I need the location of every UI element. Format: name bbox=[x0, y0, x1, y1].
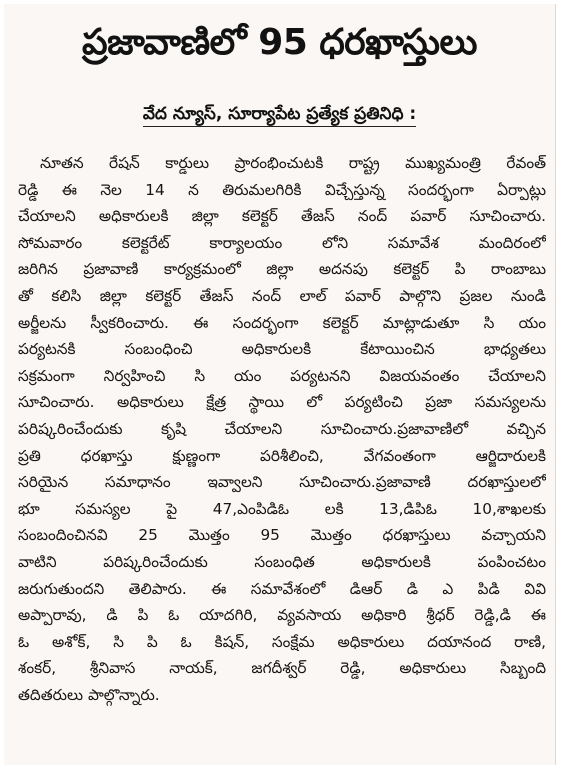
news-clipping bbox=[4, 4, 556, 765]
byline-text: వేద న్యూస్, సూర్యాపేట ప్రత్యేక ప్రతినిధి : bbox=[143, 104, 416, 127]
article-line: రెడ్డి ఈ నెల 14 న తిరుమలగిరికి విచ్చేస్తున్న సందర్భంగా ఏర్పాట్లు bbox=[18, 180, 546, 199]
article-line: పర్యటనకి సంబంధించి అధికారులకి కేటాయించిన భాధ్యతలు bbox=[18, 340, 546, 359]
article-body bbox=[18, 150, 546, 708]
headline: ప్రజావాణిలో 95 ధరఖాస్తులు bbox=[82, 22, 477, 63]
article-line: అప్పారావు, డి పి ఓ యాదగిరి, వ్యవసాయ అధికారి శ్రీధర్ రెడ్డి,డి ఈ bbox=[18, 606, 546, 625]
article-line: శంకర్, శ్రీనివాస నాయక్, జగదీశ్వర్ రెడ్డి, అధికారులు సిబ్బంది bbox=[18, 659, 546, 678]
article-line: భూ సమస్యల పై 47,ఎంపిడిఓ లకి 13,డిపిఓ 10,శాఖలకు bbox=[18, 499, 546, 518]
article-line: సరియైన సమాధానం ఇవ్వాలని సూచించారు.ప్రజావాణి దరఖాస్తులలో bbox=[18, 473, 546, 492]
article-line: ప్రతి ధరఖాస్తు క్షుణ్ణంగా పరిశీలించి, వేగవంతంగా ఆర్జిదారులకి bbox=[18, 446, 546, 465]
article-line: సూచించారు. అధికారులు క్షేత్ర స్థాయి లో పర్యటించి ప్రజా సమస్యలను bbox=[18, 393, 546, 412]
article-line: జరుగుతుందని తెలిపారు. ఈ సమావేశంలో డిఆర్ డి ఎ పిడి వివి bbox=[18, 579, 546, 598]
article-line: తదితరులు పాల్గొన్నారు. bbox=[18, 685, 160, 704]
article-line: సంబందించినవి 25 మొత్తం 95 మొత్తం ధరఖాస్తులు వచ్చాయని bbox=[18, 526, 546, 545]
article-line: సక్రమంగా నిర్వహించి సి యం పర్యటనని విజయవంతం చేయాలని bbox=[18, 366, 546, 385]
byline bbox=[4, 104, 555, 128]
article-line: తో కలిసి జిల్లా కలెక్టర్ తేజస్ నంద్ లాల్ పవార్ పాల్గొని ప్రజల నుండి bbox=[18, 286, 546, 305]
article-line: అర్జీలను స్వీకరించారు. ఈ సందర్భంగా కలెక్టర్ మాట్లాడుతూ సి యం bbox=[18, 313, 546, 332]
article-line: చేయాలని అధికారులకి జిల్లా కలెక్టర్ తేజస్ నంద్ పవార్ సూచించారు. bbox=[18, 207, 546, 226]
article-line: నూతన రేషన్ కార్డులు ప్రారంభించుటకి రాష్ట్ర ముఖ్యమంత్రి రేవంత్ bbox=[40, 154, 546, 172]
article-line: పరిష్కరించేందుకు కృషి చేయాలని సూచించారు.ప్రజావాణిలో వచ్చిన bbox=[18, 419, 546, 438]
article-line: జరిగిన ప్రజావాణి కార్యక్రమంలో జిల్లా అదనపు కలెక్టర్ పి రాంబాబు bbox=[18, 260, 546, 279]
article-line: సోమవారం కలెక్టరేట్ కార్యాలయం లోని సమావేశ మందిరంలో bbox=[18, 233, 546, 252]
article-line: వాటిని పరిష్కరించేందుకు సంబంధిత అధికారులకి పంపించటం bbox=[18, 552, 546, 571]
article-line: ఓ అశోక్, సి పి ఓ కిషన్, సంక్షేమ అధికారులు దయానంద రాణి, bbox=[18, 632, 546, 651]
